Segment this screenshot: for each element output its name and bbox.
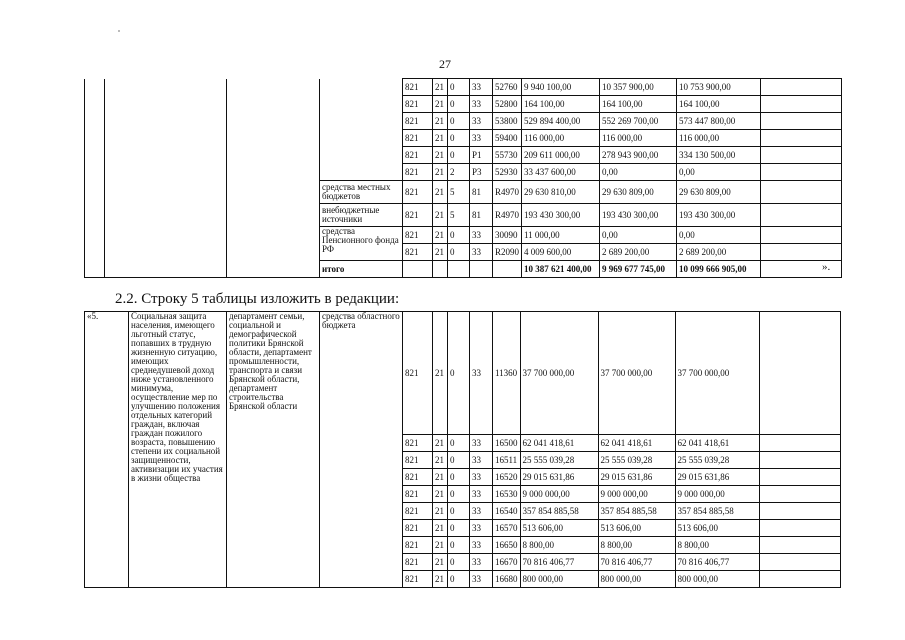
cell-amount: 116 000,00 [522,130,600,147]
cell-empty [759,435,840,452]
cell-code: 33 [470,244,493,261]
cell-code: 21 [433,537,448,554]
cell-code: 821 [403,452,433,469]
closing-quote: ». [822,261,831,273]
cell-code: 81 [470,204,493,227]
cell-amount: 9 000 000,00 [598,486,675,503]
cell-amount: 357 854 885,58 [520,503,598,520]
cell-code: 821 [403,244,433,261]
cell-amount: 29 630 809,00 [600,181,677,204]
cell-number [85,79,105,278]
cell-code: 33 [470,96,493,113]
cell-empty [761,204,842,227]
cell-source: средства Пенсионного фонда РФ [320,227,403,261]
cell-empty [761,227,842,244]
cell-code: 0 [448,227,470,244]
table-row [85,79,842,96]
cell-code: 821 [403,537,433,554]
cell-empty [403,261,433,278]
cell-code: 21 [433,164,448,181]
cell-amount: 29 015 631,86 [675,469,759,486]
cell-amount: 573 447 800,00 [677,113,761,130]
cell-amount: 552 269 700,00 [600,113,677,130]
cell-code: 33 [470,469,493,486]
cell-code: 33 [470,312,493,435]
budget-table-continuation [84,78,842,278]
cell-code: 5 [448,204,470,227]
table-row [85,312,841,435]
cell-code: 821 [403,164,433,181]
cell-empty [761,130,842,147]
cell-code: 21 [433,227,448,244]
cell-code: 16540 [493,503,521,520]
cell-code: 33 [470,571,493,588]
cell-empty [761,244,842,261]
cell-amount: 2 689 200,00 [677,244,761,261]
cell-code: 821 [403,204,433,227]
cell-amount: 29 015 631,86 [598,469,675,486]
cell-code: 821 [403,79,433,96]
cell-code: 0 [448,469,470,486]
cell-amount: 164 100,00 [677,96,761,113]
cell-code: 21 [433,312,448,435]
cell-code: 821 [403,147,433,164]
cell-amount: 70 816 406,77 [598,554,675,571]
cell-code: 821 [403,469,433,486]
cell-code: 0 [448,571,470,588]
cell-amount: 33 437 600,00 [522,164,600,181]
cell-amount: 278 943 900,00 [600,147,677,164]
cell-code: 821 [403,503,433,520]
cell-empty [433,261,448,278]
cell-code: 821 [403,520,433,537]
cell-code: 21 [433,435,448,452]
cell-empty [761,164,842,181]
cell-code: 33 [470,130,493,147]
cell-code: P3 [470,164,493,181]
cell-code: 2 [448,164,470,181]
section-heading: 2.2. Строку 5 таблицы изложить в редакции: [115,291,400,307]
cell-amount: 9 940 100,00 [522,79,600,96]
cell-code: 33 [470,227,493,244]
cell-code: 59400 [493,130,522,147]
cell-code: R2090 [493,244,522,261]
cell-code: 0 [448,147,470,164]
cell-amount: 164 100,00 [600,96,677,113]
cell-code: 16520 [493,469,521,486]
cell-amount: 116 000,00 [600,130,677,147]
cell-code: 33 [470,503,493,520]
cell-amount: 800 000,00 [520,571,598,588]
cell-amount: 4 009 600,00 [522,244,600,261]
cell-amount: 29 015 631,86 [520,469,598,486]
cell-code: 0 [448,554,470,571]
cell-amount: 37 700 000,00 [675,312,759,435]
cell-code: 21 [433,130,448,147]
cell-code: 33 [470,554,493,571]
cell-amount: 29 630 809,00 [677,181,761,204]
cell-code: 30090 [493,227,522,244]
cell-code: 21 [433,520,448,537]
cell-source: средства областного бюджета [320,312,403,588]
cell-code: 33 [470,520,493,537]
cell-amount: 62 041 418,61 [598,435,675,452]
cell-code: 0 [448,520,470,537]
cell-empty [759,571,840,588]
cell-empty [761,147,842,164]
cell-code: 0 [448,435,470,452]
cell-code: 821 [403,227,433,244]
cell-empty [759,520,840,537]
total-label: итого [320,261,403,278]
cell-amount: 25 555 039,28 [675,452,759,469]
cell-code: 81 [470,181,493,204]
cell-amount: 9 000 000,00 [675,486,759,503]
cell-amount: 513 606,00 [520,520,598,537]
cell-code: R4970 [493,204,522,227]
cell-code: 21 [433,79,448,96]
cell-code: 0 [448,244,470,261]
cell-source [320,79,403,181]
cell-amount: 62 041 418,61 [675,435,759,452]
cell-amount: 2 689 200,00 [600,244,677,261]
cell-executor: департамент семьи, социальной и демографической политики Брянской области, департамент промышленности, транспорта и связи Брянской области, департамент строительства Брянской области [227,312,320,588]
cell-code: 33 [470,79,493,96]
cell-empty [759,486,840,503]
cell-code: 52800 [493,96,522,113]
cell-code: 0 [448,113,470,130]
cell-code: 11360 [493,312,521,435]
cell-empty [759,452,840,469]
cell-empty [759,503,840,520]
cell-code: P1 [470,147,493,164]
cell-amount: 9 000 000,00 [520,486,598,503]
cell-code: 33 [470,113,493,130]
cell-empty [759,554,840,571]
total-amount: 9 969 677 745,00 [600,261,677,278]
cell-amount: 193 430 300,00 [522,204,600,227]
cell-code: 21 [433,452,448,469]
cell-code: 21 [433,244,448,261]
cell-amount: 37 700 000,00 [598,312,675,435]
cell-amount: 37 700 000,00 [520,312,598,435]
cell-empty [759,537,840,554]
cell-amount: 357 854 885,58 [598,503,675,520]
cell-amount: 25 555 039,28 [520,452,598,469]
cell-code: 821 [403,181,433,204]
cell-code: 821 [403,113,433,130]
cell-executor [227,79,320,278]
cell-empty [470,261,493,278]
cell-code: 821 [403,486,433,503]
cell-code: 0 [448,503,470,520]
cell-amount: 70 816 406,77 [675,554,759,571]
cell-source: внебюджетные источники [320,204,403,227]
cell-amount: 800 000,00 [598,571,675,588]
cell-amount: 334 130 500,00 [677,147,761,164]
cell-code: 52760 [493,79,522,96]
cell-code: 21 [433,181,448,204]
cell-code: 0 [448,96,470,113]
cell-code: 0 [448,452,470,469]
cell-amount: 800 000,00 [675,571,759,588]
cell-amount: 0,00 [677,164,761,181]
cell-amount: 193 430 300,00 [600,204,677,227]
cell-code: 821 [403,96,433,113]
cell-amount: 357 854 885,58 [675,503,759,520]
cell-empty [448,261,470,278]
cell-code: 821 [403,312,433,435]
cell-code: 21 [433,554,448,571]
cell-code: R4970 [493,181,522,204]
scan-speck [118,30,120,32]
cell-code: 21 [433,96,448,113]
cell-empty [761,96,842,113]
cell-amount: 29 630 810,00 [522,181,600,204]
total-amount: 10 387 621 400,00 [522,261,600,278]
cell-amount: 529 894 400,00 [522,113,600,130]
cell-code: 16680 [493,571,521,588]
cell-code: 33 [470,486,493,503]
cell-amount: 25 555 039,28 [598,452,675,469]
cell-amount: 62 041 418,61 [520,435,598,452]
cell-amount: 8 800,00 [598,537,675,554]
cell-amount: 10 753 900,00 [677,79,761,96]
cell-code: 16570 [493,520,521,537]
cell-code: 21 [433,486,448,503]
cell-code: 821 [403,435,433,452]
cell-amount: 0,00 [677,227,761,244]
cell-code: 21 [433,113,448,130]
cell-code: 0 [448,537,470,554]
cell-code: 16500 [493,435,521,452]
cell-amount: 10 357 900,00 [600,79,677,96]
cell-code: 21 [433,571,448,588]
cell-amount: 8 800,00 [520,537,598,554]
cell-code: 16511 [493,452,521,469]
cell-amount: 70 816 406,77 [520,554,598,571]
cell-empty [759,469,840,486]
cell-empty [493,261,522,278]
cell-amount: 164 100,00 [522,96,600,113]
cell-code: 16530 [493,486,521,503]
cell-code: 0 [448,130,470,147]
cell-amount: 193 430 300,00 [677,204,761,227]
cell-code: 52930 [493,164,522,181]
page-number: 27 [439,57,451,71]
cell-code: 821 [403,571,433,588]
cell-number: «5. [85,312,129,588]
cell-amount: 11 000,00 [522,227,600,244]
cell-empty [759,312,840,435]
cell-code: 821 [403,130,433,147]
total-amount: 10 099 666 905,00 [677,261,761,278]
cell-code: 55730 [493,147,522,164]
cell-amount: 8 800,00 [675,537,759,554]
cell-code: 821 [403,554,433,571]
cell-code: 33 [470,452,493,469]
cell-source: средства местных бюджетов [320,181,403,204]
cell-empty [761,79,842,96]
cell-amount: 0,00 [600,164,677,181]
cell-name: Социальная защита населения, имеющего льготный статус, попавших в трудную жизненную ситуацию, имеющих среднедушевой доход ниже установленного минимума, осуществление мер по улучшению положения отдельных категорий граждан, включая граждан пожилого возраста, повышению степени их социальной защищенности, активизации их участия в жизни общества [129,312,227,588]
cell-code: 33 [470,537,493,554]
cell-code: 16650 [493,537,521,554]
cell-code: 0 [448,312,470,435]
cell-amount: 209 611 000,00 [522,147,600,164]
cell-amount: 513 606,00 [675,520,759,537]
cell-empty [761,181,842,204]
cell-code: 21 [433,204,448,227]
budget-table-row5 [84,311,841,588]
cell-code: 5 [448,181,470,204]
cell-code: 16670 [493,554,521,571]
cell-code: 53800 [493,113,522,130]
cell-code: 0 [448,79,470,96]
cell-code: 33 [470,435,493,452]
cell-amount: 513 606,00 [598,520,675,537]
cell-code: 0 [448,486,470,503]
cell-amount: 116 000,00 [677,130,761,147]
cell-amount: 0,00 [600,227,677,244]
cell-code: 21 [433,469,448,486]
cell-name [105,79,227,278]
cell-code: 21 [433,147,448,164]
cell-empty [761,113,842,130]
cell-code: 21 [433,503,448,520]
